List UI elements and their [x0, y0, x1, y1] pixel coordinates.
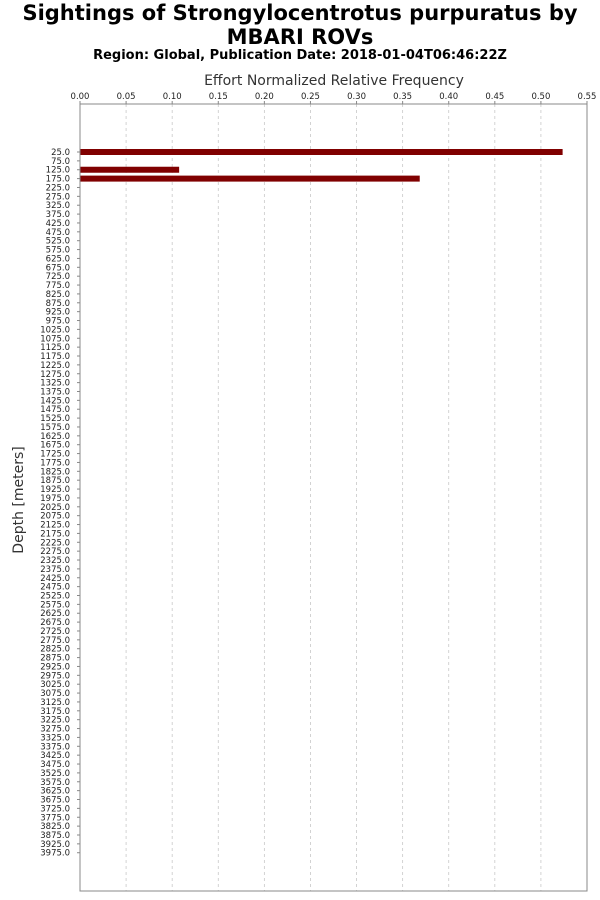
y-tick-label: 3525.0 [40, 768, 70, 779]
y-tick-label: 2125.0 [40, 520, 70, 531]
bar [81, 149, 563, 155]
y-tick-label: 125.0 [45, 165, 70, 176]
y-tick-label: 2575.0 [40, 600, 70, 611]
y-tick-label: 175.0 [45, 174, 70, 185]
y-tick-label: 3225.0 [40, 715, 70, 726]
y-tick-label: 875.0 [45, 298, 70, 309]
y-tick-label: 3675.0 [40, 795, 70, 806]
y-axis-title: Depth [meters] [11, 446, 27, 554]
y-tick-label: 1225.0 [40, 360, 70, 371]
y-tick-label: 2075.0 [40, 511, 70, 522]
y-tick-label: 775.0 [45, 281, 70, 292]
y-tick-label: 275.0 [45, 192, 70, 203]
y-tick-label: 925.0 [45, 307, 70, 318]
bar [81, 167, 180, 173]
y-tick-label: 2475.0 [40, 582, 70, 593]
y-tick-label: 1925.0 [40, 485, 70, 496]
y-tick-label: 3825.0 [40, 822, 70, 833]
bars [81, 149, 563, 182]
y-tick-label: 3425.0 [40, 751, 70, 762]
y-tick-label: 2625.0 [40, 609, 70, 620]
y-tick-label: 1575.0 [40, 422, 70, 433]
x-axis [71, 92, 597, 104]
y-tick-label: 3275.0 [40, 724, 70, 735]
y-tick-label: 725.0 [45, 272, 70, 283]
x-axis-title: Effort Normalized Relative Frequency [204, 73, 464, 89]
y-tick-label: 375.0 [45, 210, 70, 221]
y-tick-label: 3775.0 [40, 813, 70, 824]
y-tick-label: 625.0 [45, 254, 70, 265]
x-tick-label: 0.25 [300, 92, 320, 102]
y-tick-label: 3375.0 [40, 742, 70, 753]
y-tick-label: 2225.0 [40, 538, 70, 549]
y-tick-label: 225.0 [45, 183, 70, 194]
y-tick-label: 1075.0 [40, 334, 70, 345]
y-tick-label: 3325.0 [40, 733, 70, 744]
y-tick-label: 1275.0 [40, 369, 70, 380]
y-tick-label: 1425.0 [40, 396, 70, 407]
y-tick-label: 975.0 [45, 316, 70, 327]
y-tick-label: 425.0 [45, 218, 70, 229]
x-tick-label: 0.20 [254, 92, 274, 102]
y-axis [40, 148, 80, 859]
x-tick-label: 0.10 [162, 92, 182, 102]
y-tick-label: 2275.0 [40, 547, 70, 558]
y-tick-label: 3725.0 [40, 804, 70, 815]
y-tick-label: 2025.0 [40, 502, 70, 513]
gridlines [126, 104, 541, 891]
y-tick-label: 1725.0 [40, 449, 70, 460]
y-tick-label: 3875.0 [40, 830, 70, 841]
x-tick-label: 0.30 [347, 92, 367, 102]
y-tick-label: 2175.0 [40, 529, 70, 540]
y-tick-label: 2925.0 [40, 662, 70, 673]
y-tick-label: 2775.0 [40, 635, 70, 646]
y-tick-label: 1025.0 [40, 325, 70, 336]
y-tick-label: 1675.0 [40, 440, 70, 451]
y-tick-label: 475.0 [45, 227, 70, 238]
y-tick-label: 3475.0 [40, 760, 70, 771]
y-tick-label: 2825.0 [40, 644, 70, 655]
y-tick-label: 3075.0 [40, 689, 70, 700]
y-tick-label: 3925.0 [40, 839, 70, 850]
y-tick-label: 1375.0 [40, 387, 70, 398]
x-tick-label: 0.50 [531, 92, 551, 102]
y-tick-label: 3175.0 [40, 706, 70, 717]
y-tick-label: 525.0 [45, 236, 70, 247]
y-tick-label: 1825.0 [40, 467, 70, 478]
y-tick-label: 2675.0 [40, 618, 70, 629]
y-tick-label: 2375.0 [40, 564, 70, 575]
x-tick-label: 0.55 [577, 92, 597, 102]
y-tick-label: 3025.0 [40, 680, 70, 691]
x-tick-label: 0.45 [485, 92, 505, 102]
y-tick-label: 675.0 [45, 263, 70, 274]
y-tick-label: 1975.0 [40, 493, 70, 504]
y-tick-label: 75.0 [51, 156, 70, 167]
y-tick-label: 1175.0 [40, 352, 70, 363]
y-tick-label: 2875.0 [40, 653, 70, 664]
y-tick-label: 2975.0 [40, 671, 70, 682]
chart-title: Sightings of Strongylocentrotus purpuratus by MBARI ROVs [22, 1, 578, 49]
y-tick-label: 1775.0 [40, 458, 70, 469]
x-tick-label: 0.35 [393, 92, 413, 102]
y-tick-label: 325.0 [45, 201, 70, 212]
y-tick-label: 2525.0 [40, 591, 70, 602]
chart-subtitle: Region: Global, Publication Date: 2018-01-04T06:46:22Z [93, 48, 507, 63]
y-tick-label: 1475.0 [40, 405, 70, 416]
y-tick-label: 1625.0 [40, 431, 70, 442]
x-tick-label: 0.05 [116, 92, 136, 102]
y-tick-label: 2725.0 [40, 626, 70, 637]
y-tick-label: 25.0 [51, 148, 70, 158]
bar [81, 176, 420, 182]
y-tick-label: 825.0 [45, 289, 70, 300]
y-tick-label: 3575.0 [40, 777, 70, 788]
y-tick-label: 1125.0 [40, 343, 70, 354]
y-tick-label: 3125.0 [40, 697, 70, 708]
y-tick-label: 1325.0 [40, 378, 70, 389]
y-tick-label: 3975.0 [40, 848, 70, 859]
x-tick-label: 0.40 [439, 92, 459, 102]
y-tick-label: 2425.0 [40, 573, 70, 584]
plot-frame [80, 104, 587, 891]
y-tick-label: 3625.0 [40, 786, 70, 797]
y-tick-label: 1875.0 [40, 476, 70, 487]
y-tick-label: 575.0 [45, 245, 70, 256]
y-tick-label: 1525.0 [40, 414, 70, 425]
x-tick-label: 0.15 [208, 92, 228, 102]
y-tick-label: 2325.0 [40, 556, 70, 567]
x-tick-label: 0.00 [70, 92, 90, 102]
